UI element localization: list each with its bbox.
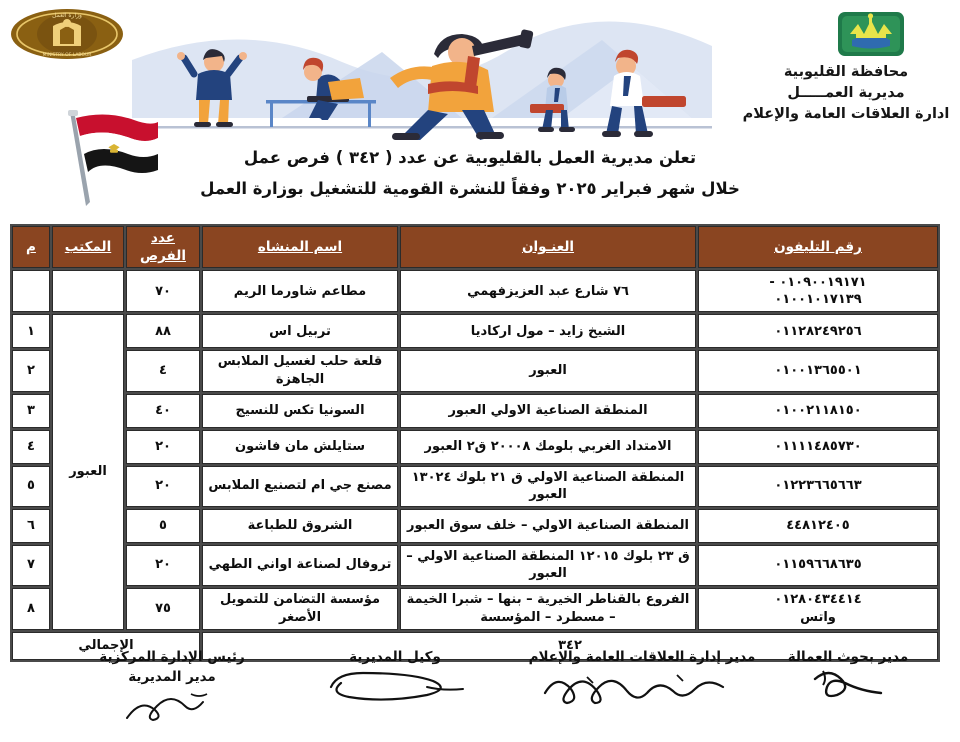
cell-opportunity-count: ٤٠ [126, 394, 200, 428]
signature-block-employment-research [748, 647, 948, 711]
cell-opportunity-count: ٢٠ [126, 466, 200, 507]
signature-mark-employment-research [748, 667, 948, 711]
jobs-table-container [20, 224, 940, 662]
cell-opportunity-count: ٧٥ [126, 588, 200, 630]
org-line-governorate: محافظة القليوبية [783, 64, 909, 80]
signature-mark-director [72, 688, 272, 732]
table-row [12, 466, 938, 507]
column-header-address: العنـوان [400, 226, 696, 268]
cell-opportunity-count: ٤ [126, 350, 200, 391]
cell-establishment-name: السونيا تكس للنسيج [202, 394, 398, 428]
cell-seq: ٤ [12, 430, 50, 464]
cell-phone: ٠١٠٩٠٠١٩١٧١ - ٠١٠٠١٠١٧١٣٩ [698, 270, 938, 312]
svg-text:MINISTRY OF LABOUR: MINISTRY OF LABOUR [42, 53, 92, 58]
cell-phone: ٠١٠٠٢١١٨١٥٠ [698, 394, 938, 428]
cell-address: العبور [400, 350, 696, 391]
org-line-directorate: مديرية العمـــــل [787, 85, 905, 102]
cell-seq: ٢ [12, 350, 50, 391]
total-label: الإجمالي [12, 632, 200, 660]
cell-opportunity-count: ٧٠ [126, 270, 200, 312]
column-header-phone: رقم التليفون [698, 226, 938, 268]
cell-phone: ٠١٢٢٣٦٦٥٦٦٣ [698, 466, 938, 507]
cell-seq [12, 270, 50, 312]
column-header-count: عدد الفرص [126, 226, 200, 268]
cell-phone: ٤٤٨١٢٤٠٥ [698, 509, 938, 543]
signature-block-deputy [300, 647, 490, 711]
column-header-name: اسم المنشاه [202, 226, 398, 268]
cell-seq: ٣ [12, 394, 50, 428]
signature-mark-public-relations [512, 667, 772, 711]
job-seekers-illustration [132, 0, 712, 140]
announcement-title [150, 142, 790, 205]
table-row [12, 588, 938, 630]
signature-title: مدير إدارة العلاقات العامة والإعلام [528, 649, 756, 665]
table-row [12, 394, 938, 428]
cell-phone: ٠١٠٠١٣٦٥٥٠١ [698, 350, 938, 391]
table-header-row [12, 226, 938, 268]
column-header-office: المكتب [52, 226, 124, 268]
cell-establishment-name: مطاعم شاورما الريم [202, 270, 398, 312]
cell-phone: ٠١١٥٩٦٦٨٦٣٥ [698, 545, 938, 586]
cell-seq: ٥ [12, 466, 50, 507]
cell-address: ق ٢٣ بلوك ١٢٠١٥ المنطقة الصناعية الاولي – العبور [400, 545, 696, 586]
signature-block-public-relations [512, 647, 772, 711]
cell-phone: ٠١١١١٤٨٥٧٣٠ [698, 430, 938, 464]
ministry-of-labour-emblem [8, 6, 126, 62]
total-value: ٣٤٢ [202, 632, 938, 660]
cell-address: المنطقة الصناعية الاولي العبور [400, 394, 696, 428]
signature-block-director [72, 647, 272, 732]
jobs-table-body [12, 270, 938, 629]
cell-opportunity-count: ٥ [126, 509, 200, 543]
cell-phone: ٠١١٢٨٢٤٩٢٥٦ [698, 314, 938, 348]
cell-address: ٧٦ شارع عبد العزيزفهمي [400, 270, 696, 312]
cell-opportunity-count: ٢٠ [126, 430, 200, 464]
signature-mark-deputy [300, 667, 490, 711]
org-line-department: ادارة العلاقات العامة والإعلام [742, 106, 950, 123]
table-row [12, 350, 938, 391]
cell-establishment-name: مؤسسة التضامن للتمويل الأصغر [202, 588, 398, 630]
cell-seq: ١ [12, 314, 50, 348]
cell-opportunity-count: ٢٠ [126, 545, 200, 586]
cell-phone: ٠١٢٨٠٤٣٤٤١٤ واتس [698, 588, 938, 630]
cell-establishment-name: تروفال لصناعة اواني الطهي [202, 545, 398, 586]
cell-establishment-name: الشروق للطباعة [202, 509, 398, 543]
table-row [12, 270, 938, 312]
table-row [12, 545, 938, 586]
cell-address: الشيخ زايد – مول اركاديا [400, 314, 696, 348]
svg-text:وزارة العمل: وزارة العمل [52, 12, 82, 19]
cell-seq: ٦ [12, 509, 50, 543]
cell-seq: ٨ [12, 588, 50, 630]
cell-office-empty [52, 270, 124, 312]
cell-address: المنطقة الصناعية الاولي ق ٢١ بلوك ١٣٠٢٤ العبور [400, 466, 696, 507]
organisation-heading [740, 62, 952, 125]
cell-establishment-name: تربيل اس [202, 314, 398, 348]
announcement-line-2: خلال شهر فبراير ٢٠٢٥ وفقاً للنشرة القومية للتشغيل بوزارة العمل [200, 179, 740, 199]
signature-title: وكيل المديرية [349, 649, 441, 665]
cell-address: المنطقة الصناعية الاولي – خلف سوق العبور [400, 509, 696, 543]
cell-address: الامتداد الغربي بلومك ٢٠٠٠٨ ق٢ العبور [400, 430, 696, 464]
signature-subtitle: مدير المديرية [128, 669, 216, 686]
table-row [12, 430, 938, 464]
signature-title: مدير بحوث العمالة [787, 649, 909, 665]
cell-office-group: العبور [52, 314, 124, 629]
announcement-line-1: تعلن مديرية العمل بالقليوبية عن عدد ( ٣٤٢ ) فرص عمل [243, 148, 697, 167]
qalyubia-governorate-emblem [836, 10, 906, 58]
cell-seq: ٧ [12, 545, 50, 586]
cell-establishment-name: مصنع جي ام لتصنيع الملابس [202, 466, 398, 507]
cell-opportunity-count: ٨٨ [126, 314, 200, 348]
signature-footer [0, 645, 960, 742]
cell-address: الفروع بالقناطر الخيرية – بنها – شبرا الخيمة – مسطرد – المؤسسة [400, 588, 696, 630]
cell-establishment-name: ستايلش مان فاشون [202, 430, 398, 464]
signature-title: رئيس الإدارة المركزية [99, 649, 245, 665]
cell-establishment-name: قلعة حلب لغسيل الملابس الجاهزة [202, 350, 398, 391]
table-row [12, 314, 938, 348]
document-header [0, 0, 960, 212]
table-row [12, 509, 938, 543]
jobs-table [10, 224, 940, 662]
column-header-seq: م [12, 226, 50, 268]
